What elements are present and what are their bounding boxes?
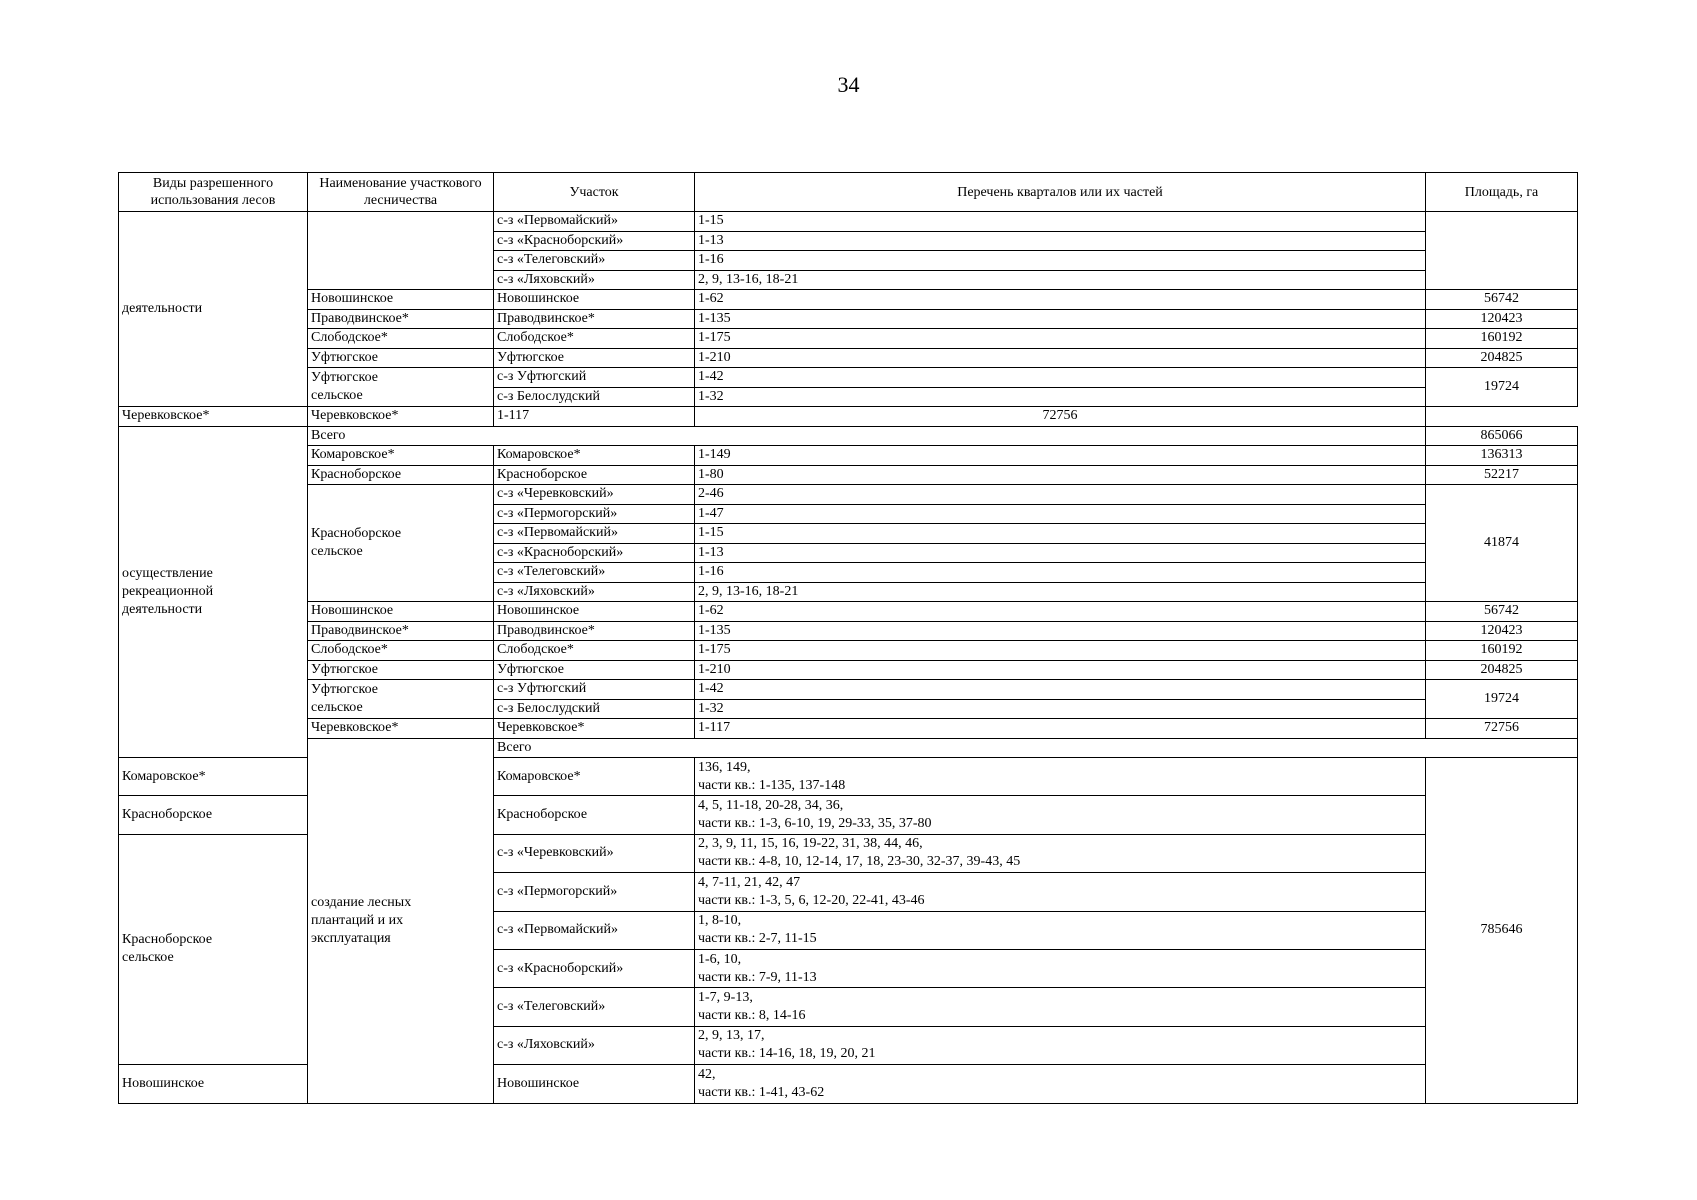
quarters-parts-line: части кв.: 8, 14-16 [698,1008,806,1024]
forestry-name-line: Красноборское [122,932,213,948]
plot-cell: с-з «Красноборский» [494,231,695,251]
use-type-cell [119,426,308,758]
quarters-line: 1-6, 10, [698,951,742,967]
table-row [119,719,1578,739]
table-row [119,348,1578,368]
table-row [119,309,1578,329]
plot-cell: с-з «Телеговский» [494,563,695,583]
quarters-parts-line: части кв.: 1-135, 137-148 [698,777,846,793]
quarters-cell [695,758,1426,796]
area-cell: 120423 [1426,309,1578,329]
use-type-line: создание лесных [311,894,412,910]
quarters-cell: 1-15 [695,212,1426,232]
plot-cell: Слободское* [494,641,695,661]
area-cell: 56742 [1426,602,1578,622]
area-cell: 41874 [1426,485,1578,602]
quarters-parts-line: части кв.: 1-3, 5, 6, 12-20, 22-41, 43-46 [698,892,925,908]
forestry-cell: Комаровское* [119,758,308,796]
table-row [119,368,1578,388]
forestry-name-line: сельское [311,700,363,715]
area-cell: 19724 [1426,680,1578,719]
forestry-cell: Красноборское [119,796,308,834]
quarters-cell [695,949,1426,987]
area-cell: 56742 [1426,290,1578,310]
plot-cell: с-з «Первомайский» [494,212,695,232]
quarters-cell: 1-80 [695,465,1426,485]
plot-cell: Комаровское* [494,758,695,796]
quarters-cell [695,834,1426,872]
forestry-name-line: сельское [122,950,174,966]
plot-cell: Уфтюгское [494,660,695,680]
forestry-cell: Комаровское* [308,446,494,466]
quarters-cell: 1-175 [695,641,1426,661]
quarters-parts-line: части кв.: 4-8, 10, 12-14, 17, 18, 23-30, 32-37, 39-43, 45 [698,854,1021,870]
area-cell: 160192 [1426,329,1578,349]
quarters-cell: 1-42 [695,368,1426,388]
forestry-name-line: Уфтюгское [311,682,378,697]
quarters-cell [695,1026,1426,1064]
use-type-line: рекреационной [122,583,214,599]
plot-cell: с-з «Первомайский» [494,524,695,544]
quarters-line: 1-7, 9-13, [698,990,753,1006]
quarters-parts-line: части кв.: 2-7, 11-15 [698,931,817,947]
quarters-cell: 1-42 [695,680,1426,700]
forestry-cell: Праводвинское* [308,621,494,641]
header-quarters: Перечень кварталов или их частей [695,173,1426,212]
use-type-cell [308,738,494,1103]
quarters-cell: 1-62 [695,290,1426,310]
area-cell: 19724 [1426,368,1578,407]
quarters-cell: 2-46 [695,485,1426,505]
table-row [119,621,1578,641]
use-type-line: деятельности [122,601,203,617]
plot-cell: Новошинское [494,1065,695,1103]
area-cell: 204825 [1426,348,1578,368]
quarters-cell: 1-149 [695,446,1426,466]
quarters-parts-line: части кв.: 1-41, 43-62 [698,1084,825,1100]
quarters-cell: 1-13 [695,543,1426,563]
area-cell: 785646 [1426,758,1578,1104]
quarters-line: 2, 3, 9, 11, 15, 16, 19-22, 31, 38, 44, 46, [698,836,923,852]
quarters-parts-line: части кв.: 14-16, 18, 19, 20, 21 [698,1046,876,1062]
use-type-line: осуществление [122,565,213,581]
plot-cell: Красноборское [494,796,695,834]
table-row [119,465,1578,485]
area-cell [1426,212,1578,290]
forestry-cell: Новошинское [308,602,494,622]
quarters-cell [695,796,1426,834]
table-row [119,329,1578,349]
plot-cell: с-з Белослудский [494,699,695,719]
total-row [119,426,1578,446]
forestry-cell [308,485,494,602]
area-cell: 204825 [1426,660,1578,680]
plot-cell: Праводвинское* [494,309,695,329]
header-use-type: Виды разрешенного использования лесов [119,173,308,212]
plot-cell: с-з «Пермогорский» [494,873,695,911]
quarters-cell: 1-175 [695,329,1426,349]
plot-cell: с-з «Красноборский» [494,949,695,987]
area-cell: 120423 [1426,621,1578,641]
quarters-parts-line: части кв.: 7-9, 11-13 [698,969,817,985]
total-row [119,738,1578,758]
forestry-cell: Новошинское [119,1065,308,1103]
plot-cell: Новошинское [494,290,695,310]
header-area: Площадь, га [1426,173,1578,212]
plot-cell: Черевковское* [494,719,695,739]
forest-use-table [118,172,1578,1104]
table-row [119,485,1578,505]
plot-cell: Комаровское* [494,446,695,466]
forestry-cell: Новошинское [308,290,494,310]
total-area: 865066 [1426,426,1578,446]
quarters-cell [695,1065,1426,1103]
forestry-name-line: сельское [311,544,363,559]
quarters-cell: 1-47 [695,504,1426,524]
plot-cell: с-з «Ляховский» [494,270,695,290]
quarters-cell [695,873,1426,911]
area-cell: 52217 [1426,465,1578,485]
table-header-row [119,173,1578,212]
plot-cell: Красноборское [494,465,695,485]
plot-cell: Новошинское [494,602,695,622]
plot-cell: Слободское* [494,329,695,349]
header-forestry-name: Наименование участкового лесничества [308,173,494,212]
quarters-line: 136, 149, [698,759,751,775]
quarters-cell: 1-16 [695,251,1426,271]
forestry-cell [308,368,494,407]
table-row [119,602,1578,622]
quarters-cell: 1-135 [695,309,1426,329]
quarters-line: 4, 7-11, 21, 42, 47 [698,874,801,890]
plot-cell: Черевковское* [308,407,494,427]
plot-cell: с-з «Ляховский» [494,582,695,602]
use-type-cell: деятельности [119,212,308,407]
forestry-cell: Черевковское* [308,719,494,739]
quarters-cell: 1-117 [494,407,695,427]
forestry-cell [308,212,494,290]
quarters-cell: 1-62 [695,602,1426,622]
plot-cell: с-з «Первомайский» [494,911,695,949]
plot-cell: с-з «Красноборский» [494,543,695,563]
forestry-cell: Слободское* [308,329,494,349]
quarters-cell: 1-117 [695,719,1426,739]
quarters-parts-line: части кв.: 1-3, 6-10, 19, 29-33, 35, 37-80 [698,816,932,832]
plot-cell: с-з «Черевковский» [494,834,695,872]
forestry-name-line: Красноборское [311,526,402,541]
quarters-cell [695,988,1426,1026]
table-row [119,680,1578,700]
forestry-cell: Праводвинское* [308,309,494,329]
table-row [119,290,1578,310]
area-cell: 136313 [1426,446,1578,466]
plot-cell: с-з «Пермогорский» [494,504,695,524]
plot-cell: с-з «Ляховский» [494,1026,695,1064]
table-row [119,660,1578,680]
forestry-cell [308,680,494,719]
area-cell: 72756 [1426,719,1578,739]
forestry-cell: Черевковское* [119,407,308,427]
plot-cell: с-з Уфтюгский [494,368,695,388]
use-type-line: плантаций и их [311,912,404,928]
quarters-line: 4, 5, 11-18, 20-28, 34, 36, [698,798,844,814]
header-plot: Участок [494,173,695,212]
plot-cell: с-з «Телеговский» [494,988,695,1026]
forestry-cell: Слободское* [308,641,494,661]
quarters-cell: 1-16 [695,563,1426,583]
table-row [119,212,1578,232]
quarters-cell: 1-135 [695,621,1426,641]
plot-cell: с-з Уфтюгский [494,680,695,700]
table-row [119,446,1578,466]
quarters-cell: 1-13 [695,231,1426,251]
page-number: 34 [837,72,860,97]
forestry-name-line: сельское [311,388,363,403]
quarters-cell: 1-32 [695,699,1426,719]
plot-cell: Уфтюгское [494,348,695,368]
plot-cell: с-з «Телеговский» [494,251,695,271]
plot-cell: с-з «Черевковский» [494,485,695,505]
quarters-cell: 1-210 [695,348,1426,368]
quarters-line: 1, 8-10, [698,913,742,929]
plot-cell: Праводвинское* [494,621,695,641]
use-type-line: эксплуатация [311,930,391,946]
forestry-cell [119,834,308,1064]
total-label: Всего [308,426,1426,446]
forestry-cell: Красноборское [308,465,494,485]
forestry-name-line: Уфтюгское [311,370,378,385]
quarters-cell [695,911,1426,949]
total-label: Всего [494,738,1578,758]
plot-cell: с-з Белослудский [494,387,695,407]
area-cell: 160192 [1426,641,1578,661]
forestry-cell: Уфтюгское [308,660,494,680]
quarters-cell: 2, 9, 13-16, 18-21 [695,582,1426,602]
quarters-cell: 1-32 [695,387,1426,407]
forestry-cell: Уфтюгское [308,348,494,368]
quarters-line: 42, [698,1066,716,1082]
table-row [119,641,1578,661]
table-row [119,407,1578,427]
quarters-cell: 1-210 [695,660,1426,680]
quarters-line: 2, 9, 13, 17, [698,1028,765,1044]
area-cell: 72756 [695,407,1426,427]
quarters-cell: 2, 9, 13-16, 18-21 [695,270,1426,290]
quarters-cell: 1-15 [695,524,1426,544]
